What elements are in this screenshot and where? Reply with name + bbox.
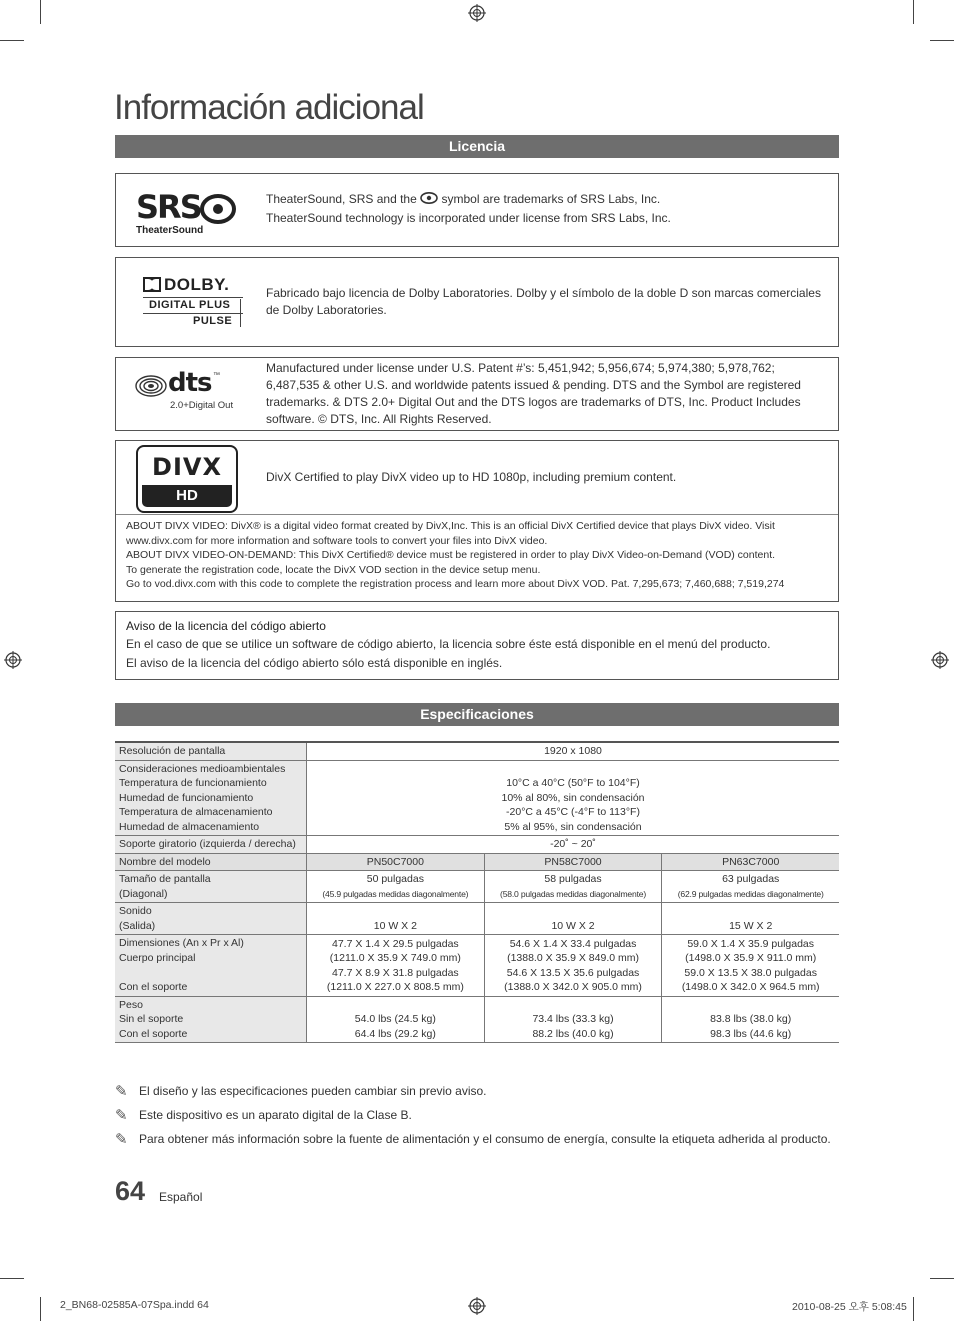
crop-mark <box>913 0 914 24</box>
dolby-license-text: Fabricado bajo licencia de Dolby Laboratories. Dolby y el símbolo de la doble D son marcas comerciales de Dolby Laboratories. <box>266 286 821 317</box>
table-row <box>115 935 839 997</box>
table-row <box>115 760 839 836</box>
spec-label-group <box>115 903 307 935</box>
page-language: Español <box>159 1190 203 1204</box>
spec-label: (Salida) <box>119 919 156 932</box>
spec-value: 10 W X 2 <box>484 903 662 935</box>
spec-label: Con el soporte <box>119 1027 188 1040</box>
crop-mark <box>40 1297 41 1321</box>
spec-value: 10 W X 2 <box>307 903 485 935</box>
crop-mark <box>930 1278 954 1279</box>
model-name: PN50C7000 <box>307 853 485 871</box>
section-header-licencia: Licencia <box>115 135 839 158</box>
oss-line-1: En el caso de que se utilice un software de código abierto, la licencia sobre éste está disponible en el menú del producto. <box>126 637 771 651</box>
spec-value-group <box>662 871 839 903</box>
license-box-open-source <box>115 611 839 680</box>
registration-mark-icon <box>931 651 949 669</box>
spec-value: 98.3 lbs (44.6 kg) <box>710 1027 792 1040</box>
spec-label: Dimensiones (An x Pr x Al) <box>119 937 244 949</box>
crop-mark <box>0 1278 24 1279</box>
divx-logo-sub: HD <box>142 485 232 507</box>
spec-value: (1211.0 X 35.9 X 749.0 mm) <box>329 952 461 964</box>
page-title: Información adicional <box>114 88 424 127</box>
spec-value: (1388.0 X 342.0 X 905.0 mm) <box>504 981 642 993</box>
srs-line-1 <box>266 191 828 208</box>
spec-label: Cuerpo principal <box>119 951 196 964</box>
spec-label: Peso <box>119 998 143 1011</box>
divx-about-text <box>126 519 828 592</box>
crop-mark <box>0 40 24 41</box>
license-box-dts <box>115 357 839 431</box>
crop-mark <box>913 1297 914 1321</box>
license-box-dolby <box>115 257 839 347</box>
spec-value: 15 W X 2 <box>662 903 839 935</box>
spec-label-group <box>115 760 307 836</box>
spec-value: 10% al 80%, sin condensación <box>501 791 645 804</box>
spec-label: Temperatura de funcionamiento <box>119 777 267 789</box>
dts-logo-tm: ™ <box>213 372 220 379</box>
note-text: El diseño y las especificaciones pueden cambiar sin previo aviso. <box>139 1084 487 1098</box>
spec-value: -20˚ ~ 20˚ <box>307 836 840 854</box>
registration-mark-icon <box>4 651 22 669</box>
spec-label: (Diagonal) <box>119 887 168 900</box>
crop-mark <box>930 40 954 41</box>
divx-about-3: To generate the registration code, locate the DivX VOD section in the device setup menu. <box>126 563 541 576</box>
spec-value: 63 pulgadas <box>722 873 780 885</box>
spec-value-group <box>662 996 839 1043</box>
dts-logo-text: dts <box>168 368 212 398</box>
srs-line-2: TheaterSound technology is incorporated under license from SRS Labs, Inc. <box>266 211 671 225</box>
spec-label-group <box>115 935 307 997</box>
spec-value: 10°C a 40°C (50°F to 104°F) <box>506 777 640 789</box>
spec-label: Soporte giratorio (izquierda / derecha) <box>115 836 307 854</box>
srs-line-1-b: symbol are trademarks of SRS Labs, Inc. <box>441 192 661 206</box>
spec-value: 1920 x 1080 <box>307 742 840 760</box>
table-row <box>115 996 839 1043</box>
spec-value: 59.0 X 13.5 X 38.0 pulgadas <box>684 966 817 979</box>
divx-about-4: Go to vod.divx.com with this code to complete the registration process and learn more about DivX VOD. Pat. 7,295,673; 7,460,688; 7,519,274 <box>126 578 785 590</box>
registration-mark-icon <box>468 1297 486 1315</box>
footer-file: 2_BN68-02585A-07Spa.indd 64 <box>60 1299 209 1311</box>
license-box-divx <box>115 440 839 602</box>
dolby-logo-text: DOLBY. <box>164 275 230 294</box>
spec-value: (1498.0 X 342.0 X 964.5 mm) <box>681 981 820 993</box>
spec-value: 54.6 X 1.4 X 33.4 pulgadas <box>509 937 637 950</box>
spec-label-group <box>115 996 307 1043</box>
spec-value: (62.9 pulgadas medidas diagonalmente) <box>677 888 824 899</box>
table-row <box>115 836 839 854</box>
pencil-note-icon: ✎ <box>115 1083 128 1100</box>
spec-value: 50 pulgadas <box>366 873 424 885</box>
srs-symbol-icon <box>420 192 438 204</box>
dts-symbol-icon <box>135 375 167 397</box>
spec-value-group <box>662 935 839 997</box>
spec-value-group <box>484 871 662 903</box>
spec-label: Nombre del modelo <box>115 853 307 871</box>
table-row <box>115 871 839 903</box>
section-header-especificaciones: Especificaciones <box>115 703 839 726</box>
spec-label: Sin el soporte <box>119 1013 184 1025</box>
oss-line-2: El aviso de la licencia del código abierto sólo está disponible en inglés. <box>126 656 503 670</box>
spec-value: (1211.0 X 227.0 X 808.5 mm) <box>326 981 464 993</box>
note-item <box>115 1082 487 1100</box>
table-row <box>115 742 839 760</box>
spec-value: (1498.0 X 35.9 X 911.0 mm) <box>685 952 817 964</box>
divx-logo-text: DIVX <box>152 453 222 481</box>
spec-label: Resolución de pantalla <box>115 742 307 760</box>
footer-date: 2010-08-25 오후 5:08:45 <box>792 1301 907 1313</box>
divx-about-1: ABOUT DIVX VIDEO: DivX® is a digital video format created by DivX,Inc. This is an official DivX Certified device that plays DivX video. Visit www.divx.com for more information and software tools to convert your files into DivX video. <box>126 520 775 547</box>
dts-logo-sub: 2.0+Digital Out <box>170 400 234 411</box>
srs-circle-icon <box>200 194 236 224</box>
spec-value-group <box>307 935 485 997</box>
srs-license-text <box>266 191 828 227</box>
table-row <box>115 903 839 935</box>
spec-value: (45.9 pulgadas medidas diagonalmente) <box>322 888 469 899</box>
spec-table <box>115 741 839 1043</box>
note-item <box>115 1130 831 1148</box>
table-row <box>115 853 839 871</box>
dolby-logo-sub2: PULSE <box>193 315 233 327</box>
spec-value: 47.7 X 8.9 X 31.8 pulgadas <box>332 966 459 979</box>
spec-label: Sonido <box>119 905 152 917</box>
spec-value: 47.7 X 1.4 X 29.5 pulgadas <box>332 937 459 950</box>
spec-label: Temperatura de almacenamiento <box>119 806 273 818</box>
spec-value: 83.8 lbs (38.0 kg) <box>710 1013 792 1025</box>
oss-notice <box>126 619 828 673</box>
model-name: PN63C7000 <box>662 853 839 871</box>
registration-mark-icon <box>468 4 486 22</box>
dts-logo <box>116 358 264 430</box>
spec-value-group <box>307 760 840 836</box>
crop-mark <box>40 0 41 24</box>
divx-about-2: ABOUT DIVX VIDEO-ON-DEMAND: This DivX Certified® device must be registered in order to play DivX Video-on-Demand (VOD) content. <box>126 549 776 561</box>
spec-value-group <box>484 996 662 1043</box>
note-item <box>115 1106 412 1124</box>
srs-logo-text: SRS <box>136 188 201 226</box>
spec-value: 5% al 95%, sin condensación <box>504 820 642 833</box>
spec-value-group <box>307 996 485 1043</box>
dolby-double-d-icon <box>143 277 161 292</box>
srs-line-1-a: TheaterSound, SRS and the <box>266 192 417 206</box>
spec-value: 59.0 X 1.4 X 35.9 pulgadas <box>687 937 815 950</box>
spec-value: 58 pulgadas <box>544 873 602 885</box>
spec-value: 54.0 lbs (24.5 kg) <box>354 1013 436 1025</box>
spec-label: Tamaño de pantalla <box>119 873 211 885</box>
spec-label: Con el soporte <box>119 981 188 993</box>
srs-logo <box>116 174 264 246</box>
srs-logo-sub: TheaterSound <box>136 225 204 236</box>
spec-value: -20°C a 45°C (-4°F to 113°F) <box>506 806 640 818</box>
pencil-note-icon: ✎ <box>115 1107 128 1124</box>
dolby-logo-sub1: DIGITAL PLUS <box>149 299 231 311</box>
divx-license-text: DivX Certified to play DivX video up to HD 1080p, including premium content. <box>266 470 677 484</box>
spec-value: 54.6 X 13.5 X 35.6 pulgadas <box>506 966 640 979</box>
spec-value-group <box>307 871 485 903</box>
note-text: Para obtener más información sobre la fuente de alimentación y el consumo de energía, consulte la etiqueta adherida al producto. <box>139 1132 831 1146</box>
spec-value: 64.4 lbs (29.2 kg) <box>354 1027 436 1040</box>
spec-value: 73.4 lbs (33.3 kg) <box>532 1013 614 1025</box>
oss-title: Aviso de la licencia del código abierto <box>126 619 326 633</box>
divx-logo <box>136 445 238 513</box>
page-number: 64 <box>115 1176 146 1206</box>
note-text: Este dispositivo es un aparato digital de la Clase B. <box>139 1108 412 1122</box>
spec-value: (58.0 pulgadas medidas diagonalmente) <box>500 888 647 899</box>
pencil-note-icon: ✎ <box>115 1131 128 1148</box>
spec-value: (1388.0 X 35.9 X 849.0 mm) <box>507 952 639 964</box>
license-box-srs <box>115 173 839 247</box>
dts-license-text: Manufactured under license under U.S. Patent #’s: 5,451,942; 5,956,674; 5,974,380; 5,978,762; 6,487,535 & other U.S. and worldwide patents issued & pending. DTS and the Symbol are registered trademarks. & DTS 2.0+ Digital Out and the DTS logos are trademarks of DTS, Inc. Product Includes software. © DTS, Inc. All Rights Reserved. <box>266 361 801 426</box>
spec-label: Humedad de almacenamiento <box>119 820 260 833</box>
spec-label-group <box>115 871 307 903</box>
model-name: PN58C7000 <box>484 853 662 871</box>
spec-label: Consideraciones medioambientales <box>119 762 286 775</box>
spec-label: Humedad de funcionamiento <box>119 791 254 804</box>
spec-value-group <box>484 935 662 997</box>
spec-value: 88.2 lbs (40.0 kg) <box>532 1027 614 1040</box>
dolby-logo <box>116 258 264 346</box>
